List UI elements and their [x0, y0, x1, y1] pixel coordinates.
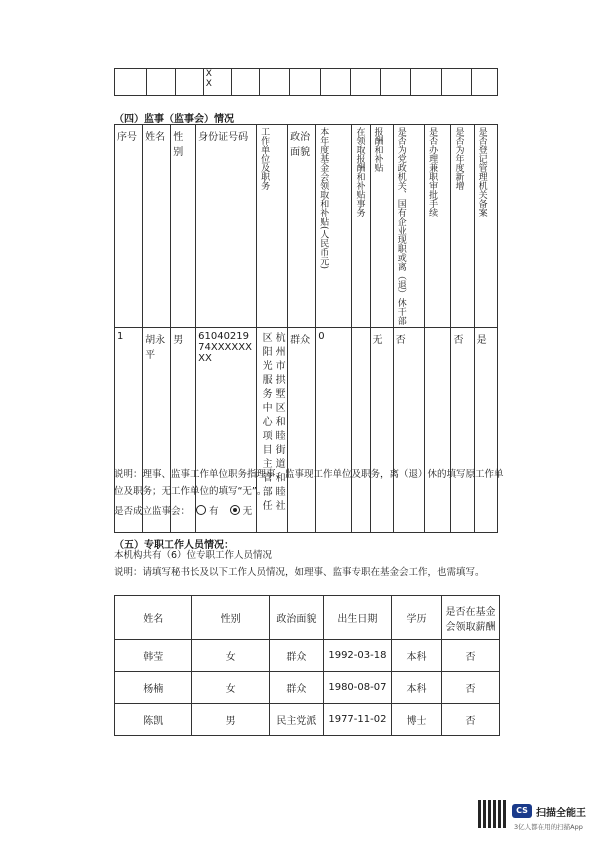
header-gender: 性别: [171, 125, 196, 328]
staff-name: 陈凯: [115, 704, 192, 736]
staff-gender: 女: [192, 672, 269, 704]
row-approval: [425, 328, 451, 533]
header-filed: 是否登记管理机关备案: [476, 127, 487, 217]
table-header-row: [115, 125, 498, 328]
staff-birth: 1980-08-07: [323, 672, 391, 704]
radio-yes[interactable]: [196, 505, 206, 515]
top-partial-table: [114, 68, 498, 96]
table-row: [115, 69, 498, 96]
row-employer: 杭州市拱墅区和睦街道和睦社区阳光服务中心项目主管部任: [260, 332, 285, 514]
camscanner-logo: CS: [512, 804, 532, 818]
staff-edu: 本科: [391, 672, 441, 704]
staff-table: [114, 595, 500, 736]
staff-paid: 否: [442, 672, 500, 704]
staff-edu: 本科: [391, 640, 441, 672]
staff-birth: 1992-03-18: [323, 640, 391, 672]
row-paid: 无: [370, 328, 393, 533]
staff-name: 韩莹: [115, 640, 192, 672]
row-name: 胡永平: [143, 328, 171, 533]
staff-politics: 群众: [269, 640, 323, 672]
row-filed: 是: [474, 328, 497, 533]
header-no: 序号: [115, 125, 143, 328]
staff-gender: 男: [192, 704, 269, 736]
row-new: 否: [451, 328, 474, 533]
header-cadre: 是否为党政机关、国有企业现职或离（退）休干部: [395, 127, 406, 325]
row-no: 1: [115, 328, 143, 533]
section4-title: （四）监事（监事会）情况: [114, 114, 234, 125]
row-politics: 群众: [288, 328, 316, 533]
staff-paid: 否: [442, 640, 500, 672]
table-row: [115, 640, 500, 672]
row-cadre: 否: [393, 328, 424, 533]
header-new: 是否为年度新增: [453, 127, 464, 190]
cross-mark: X X: [205, 69, 212, 89]
board-question-label: 是否成立监事会：: [114, 506, 191, 517]
radio-no[interactable]: [230, 505, 240, 515]
row-id: 6104021974XXXXXXXX: [196, 328, 257, 533]
header-politics: 政治面貌: [288, 125, 316, 328]
table-row: [115, 704, 500, 736]
board-question: [114, 503, 252, 520]
radio-no-label: 无: [242, 506, 253, 517]
qr-code-icon: [478, 800, 506, 828]
section5-title: （五）专职工作人员情况：: [114, 540, 234, 551]
header-paid-note: 在领取报酬和补贴事务: [354, 127, 365, 217]
staff-count: 本机构共有（6）位专职工作人员情况: [114, 550, 273, 561]
staff-paid: 否: [442, 704, 500, 736]
staff-gender: 女: [192, 640, 269, 672]
header-approval: 是否办理兼职审批手续: [427, 127, 438, 217]
staff-edu: 博士: [391, 704, 441, 736]
header-staff-politics: 政治面貌: [269, 596, 323, 640]
table-header-row: [115, 596, 500, 640]
row-gender: 男: [171, 328, 196, 533]
staff-birth: 1977-11-02: [323, 704, 391, 736]
header-paid: 报酬和补贴: [372, 127, 383, 172]
table-row: [115, 328, 498, 533]
header-staff-birth: 出生日期: [323, 596, 391, 640]
table-row: [115, 672, 500, 704]
footer-tagline: 3亿人都在用的扫描App: [514, 823, 583, 831]
staff-politics: 民主党派: [269, 704, 323, 736]
radio-yes-label: 有: [209, 506, 219, 517]
section4-note: 说明：理事、监事工作单位职务指理事、监事现工作单位及职务，离（退）休的填写原工作单位及职务；无工作单位的填写“无”。: [114, 469, 504, 497]
header-staff-edu: 学历: [391, 596, 441, 640]
staff-politics: 群众: [269, 672, 323, 704]
footer-brand: 扫描全能王: [536, 808, 586, 819]
header-name: 姓名: [143, 125, 171, 328]
header-id: 身份证号码: [196, 125, 257, 328]
header-staff-paid: 是否在基金会领取薪酬: [442, 596, 500, 640]
row-income: 0: [316, 328, 352, 533]
header-staff-gender: 性别: [192, 596, 269, 640]
section5-note: 说明：请填写秘书长及以下工作人员情况，如理事、监事专职在基金会工作，也需填写。: [114, 567, 485, 578]
header-employer: 工作单位及职务: [259, 127, 270, 190]
header-staff-name: 姓名: [115, 596, 192, 640]
header-income: 本年度基金会领取和补贴(人民币元): [318, 127, 329, 270]
staff-name: 杨楠: [115, 672, 192, 704]
